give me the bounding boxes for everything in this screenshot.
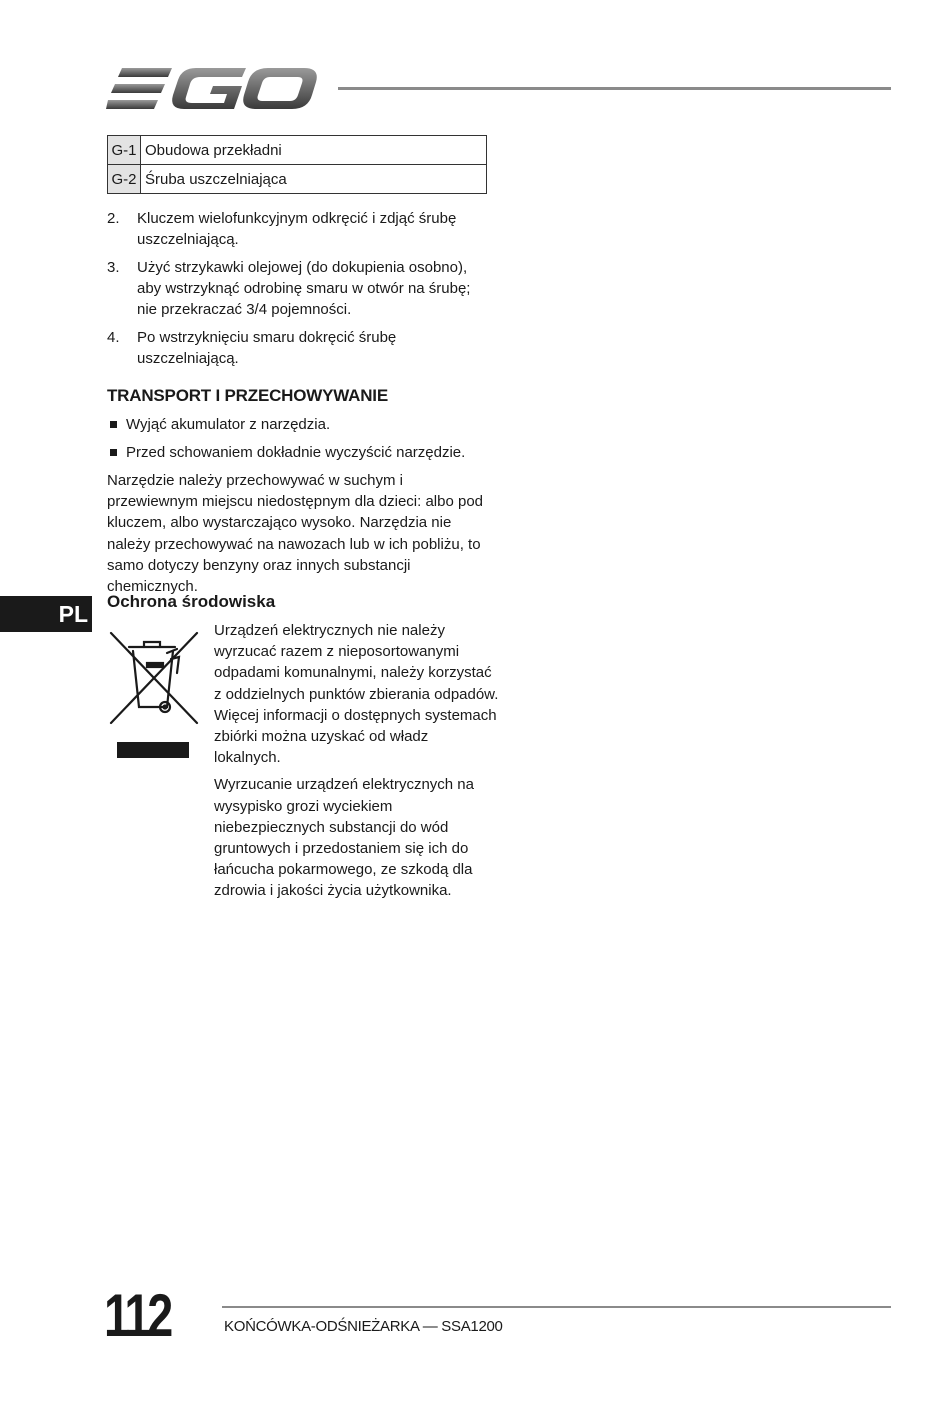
step-number: 2. [107,210,120,227]
step-number: 3. [107,259,120,276]
table-row [108,136,487,165]
environment-heading: Ochrona środowiska [107,592,276,611]
language-tab: PL [0,596,92,632]
storage-paragraph: Narzędzie należy przechowywać w suchym i przewiewnym miejscu niedostępnym dla dzieci: albo pod kluczem, albo wystarczająco wysoko. Narzędzia nie należy przechowywać na nawozach lub w ich pobliżu, to samo dotyczy benzyny oraz innych substancji chemicznych. [107,472,484,596]
step-text: Użyć strzykawki olejowej (do dokupienia osobno), aby wstrzyknąć odrobinę smaru w otwór na śrubę; nie przekraczać 3/4 pojemności. [137,259,471,318]
transport-bullets [107,414,492,470]
parts-table [107,135,487,194]
crossed-bin-icon [107,629,201,729]
environment-paragraph: Wyrzucanie urządzeń elektrycznych na wysypisko grozi wyciekiem niebezpiecznych substancji do wód gruntowych i przedostaniem się ich do łańcucha pokarmowego, ze szkodą dla zdrowia i jakości życia użytkownika. [214,776,474,900]
bullet-text: Przed schowaniem dokładnie wyczyścić narzędzie. [126,444,466,461]
table-row [108,165,487,194]
header-rule [338,87,891,90]
step-text: Po wstrzyknięciu smaru dokręcić śrubę uszczelniającą. [137,329,397,367]
bullet-text: Wyjąć akumulator z narzędzia. [126,416,331,433]
square-bullet-icon [110,449,117,456]
step-number: 4. [107,329,120,346]
list-item [107,327,492,369]
list-item [107,257,492,320]
part-code: G-1 [108,136,141,165]
list-item [107,414,492,435]
environment-paragraph: Urządzeń elektrycznych nie należy wyrzucać razem z nieposortowanymi odpadami komunalnymi, należy korzystać z oddzielnych punktów zbierania odpadów. Więcej informacji o dostępnych systemach zbiórki można uzyskać od władz lokalnych. [214,622,499,767]
ego-logo [106,64,318,112]
part-code: G-2 [108,165,141,194]
list-item [107,442,492,463]
procedure-steps [107,208,492,376]
square-bullet-icon [110,421,117,428]
footer-rule [222,1306,891,1308]
part-label: Śruba uszczelniająca [141,165,487,194]
environment-text [214,620,499,908]
list-item [107,208,492,250]
footer-title: KOŃCÓWKA-ODŚNIEŻARKA — SSA1200 [224,1318,503,1335]
page-number: 112 [104,1282,171,1349]
step-text: Kluczem wielofunkcyjnym odkręcić i zdjąć śrubę uszczelniającą. [137,210,457,248]
transport-heading: TRANSPORT I PRZECHOWYWANIE [107,386,388,405]
weee-bar [117,742,189,758]
part-label: Obudowa przekładni [141,136,487,165]
